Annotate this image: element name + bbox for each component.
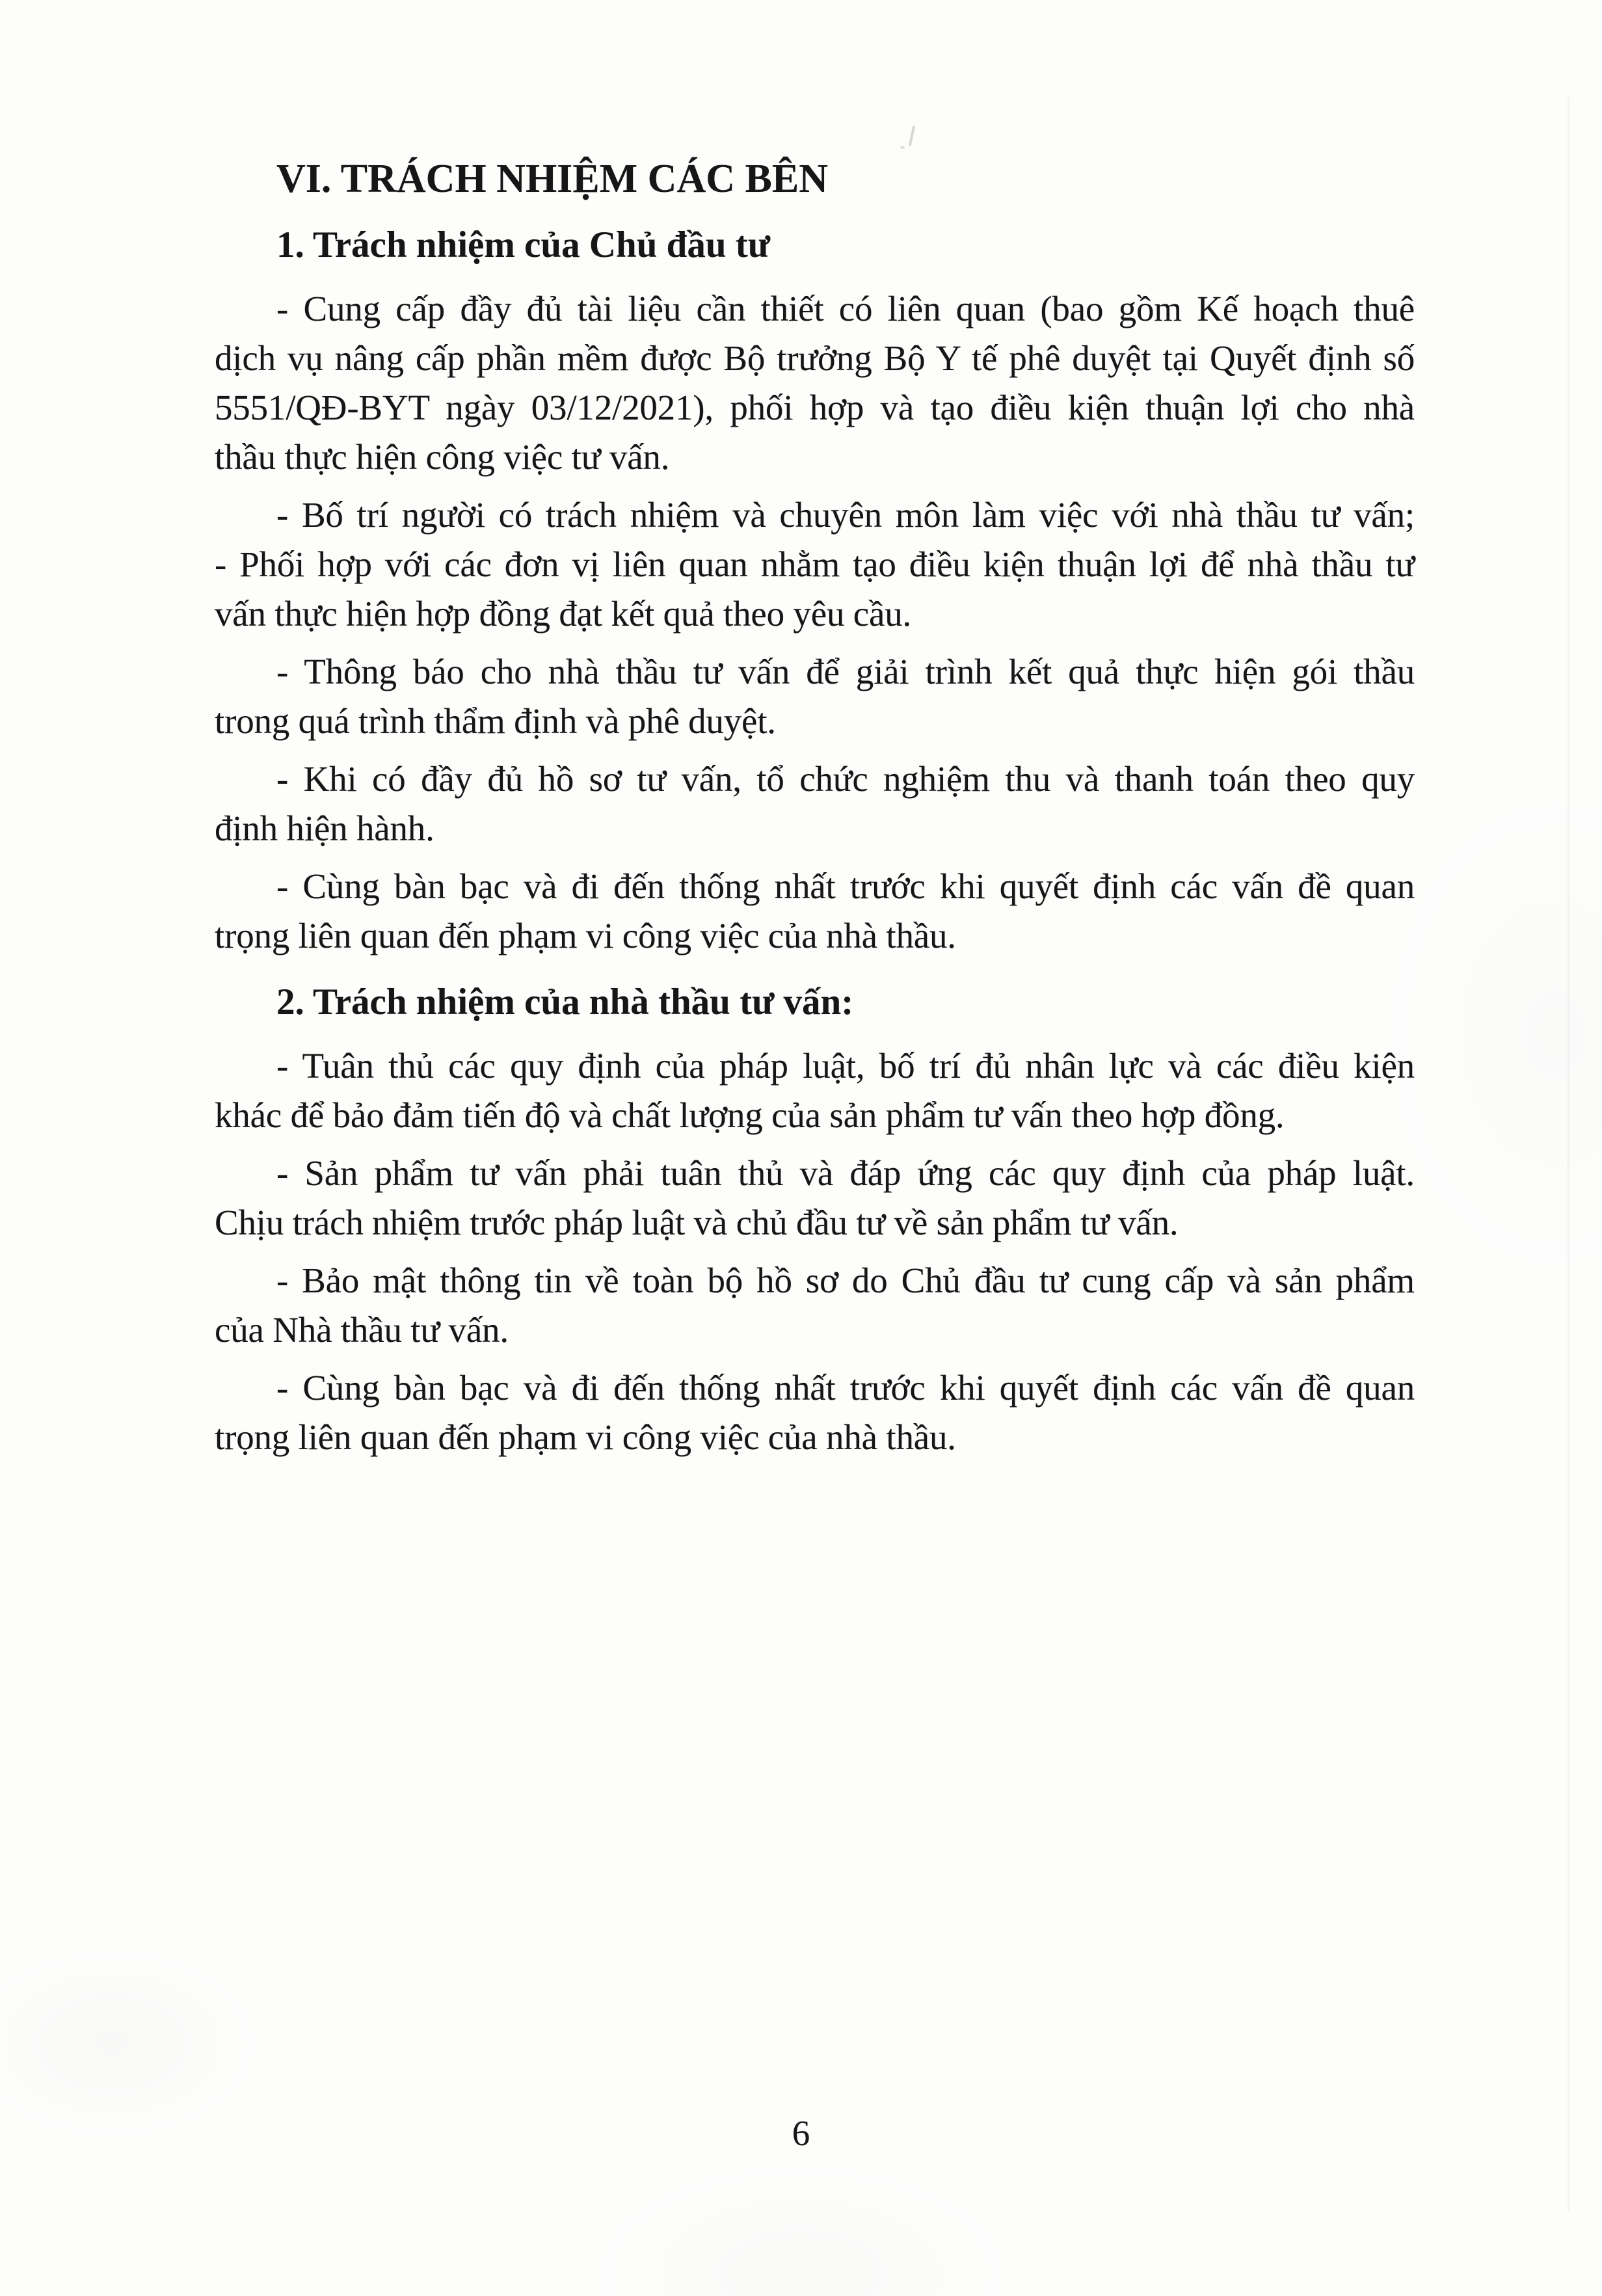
section-1-paragraph-5 <box>215 862 1415 961</box>
section-1-paragraph-3 <box>215 647 1415 746</box>
text-line: - Phối hợp với các đơn vị liên quan nhằm tạo điều kiện thuận lợi để nhà thầu tư <box>215 544 1415 584</box>
section-1-title: 1. Trách nhiệm của Chủ đầu tư <box>276 224 770 265</box>
text-line: - Bố trí người có trách nhiệm và chuyên môn làm việc với nhà thầu tư vấn; <box>276 495 1415 535</box>
text-line: vấn thực hiện hợp đồng đạt kết quả theo yêu cầu. <box>215 594 912 634</box>
text-line: dịch vụ nâng cấp phần mềm được Bộ trưởng Bộ Y tế phê duyệt tại Quyết định số <box>215 338 1415 378</box>
document-content <box>215 154 1415 1462</box>
text-line: - Sản phẩm tư vấn phải tuân thủ và đáp ứng các quy định của pháp luật. <box>276 1153 1415 1193</box>
page-number: 6 <box>792 2113 810 2153</box>
text-line: Chịu trách nhiệm trước pháp luật và chủ đầu tư về sản phẩm tư vấn. <box>215 1203 1179 1242</box>
text-line: khác để bảo đảm tiến độ và chất lượng của sản phẩm tư vấn theo hợp đồng. <box>215 1095 1285 1135</box>
section-1-paragraph-1 <box>215 284 1415 482</box>
scan-speck-artifact <box>909 126 916 146</box>
text-line: - Cùng bàn bạc và đi đến thống nhất trước khi quyết định các vấn đề quan <box>276 1368 1415 1408</box>
scan-edge-artifact <box>1568 98 1569 2211</box>
text-line: của Nhà thầu tư vấn. <box>215 1310 509 1350</box>
text-line: - Tuân thủ các quy định của pháp luật, bố trí đủ nhân lực và các điều kiện <box>276 1046 1415 1086</box>
text-line: trọng liên quan đến phạm vi công việc của nhà thầu. <box>215 1417 956 1457</box>
main-heading: VI. TRÁCH NHIỆM CÁC BÊN <box>276 157 828 201</box>
scan-speck-artifact <box>900 146 905 149</box>
text-line: trọng liên quan đến phạm vi công việc của nhà thầu. <box>215 916 956 955</box>
section-2-paragraph-4 <box>215 1363 1415 1462</box>
text-line: - Cùng bàn bạc và đi đến thống nhất trước khi quyết định các vấn đề quan <box>276 866 1415 906</box>
text-line: - Bảo mật thông tin về toàn bộ hồ sơ do Chủ đầu tư cung cấp và sản phẩm <box>276 1261 1415 1300</box>
section-2-paragraph-1 <box>215 1041 1415 1140</box>
section-1-paragraph-2 <box>215 490 1415 639</box>
text-line: 5551/QĐ-BYT ngày 03/12/2021), phối hợp và tạo điều kiện thuận lợi cho nhà <box>215 388 1415 427</box>
text-line: - Cung cấp đầy đủ tài liệu cần thiết có liên quan (bao gồm Kế hoạch thuê <box>276 289 1415 328</box>
text-line: thầu thực hiện công việc tư vấn. <box>215 437 670 477</box>
text-line: định hiện hành. <box>215 808 434 848</box>
section-2-title: 2. Trách nhiệm của nhà thầu tư vấn: <box>276 981 854 1022</box>
section-2-paragraph-2 <box>215 1149 1415 1248</box>
text-line: - Khi có đầy đủ hồ sơ tư vấn, tổ chức nghiệm thu và thanh toán theo quy <box>276 759 1415 799</box>
section-2-paragraph-3 <box>215 1256 1415 1355</box>
section-1-paragraph-4 <box>215 754 1415 853</box>
text-line: - Thông báo cho nhà thầu tư vấn để giải trình kết quả thực hiện gói thầu <box>276 652 1415 691</box>
text-line: trong quá trình thẩm định và phê duyệt. <box>215 701 776 741</box>
